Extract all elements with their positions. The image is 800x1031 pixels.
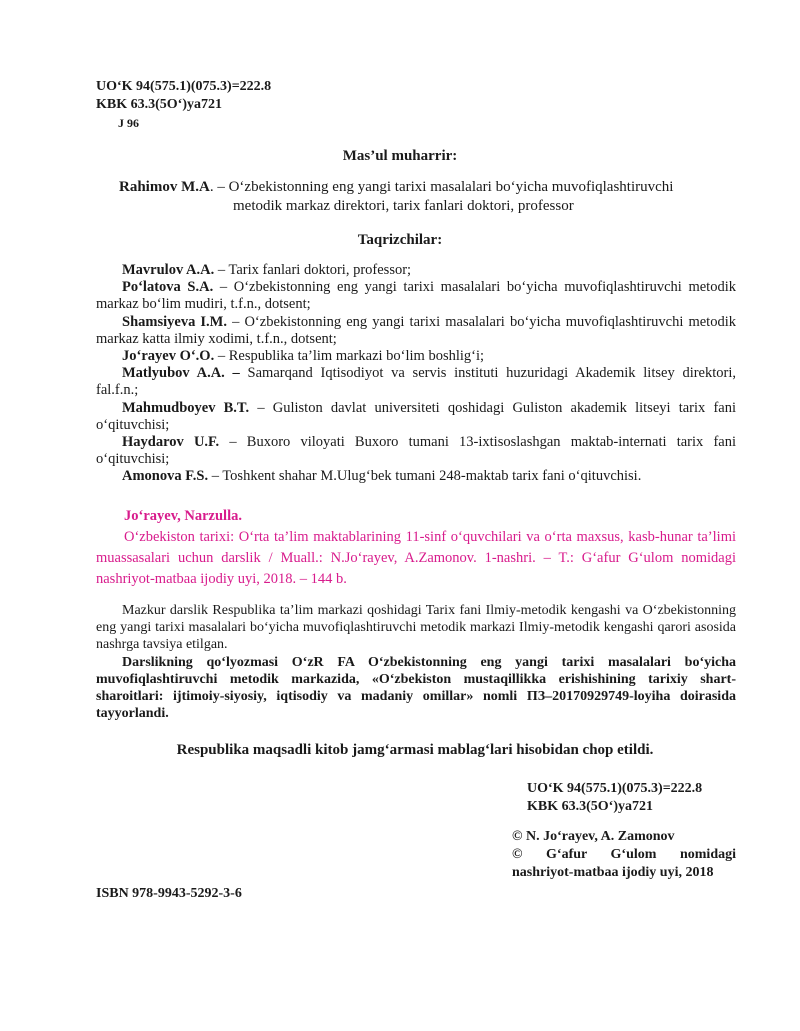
editor-desc-line1: . – O‘zbekistonning eng yangi tarixi masalalari bo‘yicha muvofiqlashtiruvchi — [209, 179, 674, 195]
reviewer-desc: – Guliston davlat universiteti qoshidagi Guliston akademik litseyi tarix fani o‘qituvchisi; — [96, 399, 736, 433]
reviewer-name: Amonova F.S. — [122, 468, 209, 485]
reviewer-item — [96, 468, 736, 485]
copyright-authors: © N. Jo‘rayev, A. Zamonov — [512, 829, 675, 844]
reviewer-name: Mahmudboyev B.T. — [122, 399, 250, 416]
reviewer-name: Jo‘rayev O‘.O. — [122, 348, 215, 365]
reviewer-name: Haydarov U.F. — [122, 434, 220, 451]
editor-heading: Mas’ul muharrir: — [342, 148, 458, 164]
reviewer-desc: – Toshkent shahar M.Ulug‘bek tumani 248-maktab tarix fani o‘qituvchisi. — [208, 468, 642, 485]
classification-codes-top — [96, 78, 271, 132]
reviewer-item — [96, 279, 736, 313]
reviewers-list — [96, 262, 736, 486]
classification-codes-bottom — [527, 780, 702, 816]
editor-entry — [96, 178, 736, 216]
bbk-code: KBK 63.3(5O‘)ya721 — [96, 97, 222, 112]
reviewer-desc: – O‘zbekistonning eng yangi tarixi masalalari bo‘yicha muvofiqlashtiruvchi metodik markaz bo‘lim mudiri, t.f.n., dotsent; — [96, 279, 736, 313]
reviewer-item — [96, 365, 736, 399]
reviewer-name: Shamsiyeva I.M. — [122, 313, 227, 330]
reviewer-item — [96, 314, 736, 348]
copyright-block — [512, 828, 736, 882]
reviewer-desc: – Tarix fanlari doktori, professor; — [214, 262, 412, 278]
reviewer-item — [96, 348, 736, 365]
editor-desc-line2: metodik markaz direktori, tarix fanlari doktori, professor — [233, 198, 574, 214]
catalog-description — [96, 527, 736, 590]
reviewer-name: Po‘latova S.A. — [122, 279, 214, 296]
recommendation-paragraph: Mazkur darslik Respublika ta’lim markazi qoshidagi Tarix fani Ilmiy-metodik kengashi va O‘zbekistonning eng yangi tarixi masalalari bo‘yicha muvofiqlashtiruvchi metodik markazi Ilmiy-metodik kengashi qarori asosida nashrga tavsiya etilgan. — [96, 603, 736, 652]
catalog-entry — [96, 506, 736, 590]
reviewer-desc: Samarqand Iqtisodiyot va servis instituti huzuridagi Akademik litsey direktori, fal.f.n.; — [96, 365, 736, 399]
bbk-code: KBK 63.3(5O‘)ya721 — [527, 799, 653, 814]
udk-code: UO‘K 94(575.1)(075.3)=222.8 — [96, 79, 272, 94]
reviewer-desc: – Buxoro viloyati Buxoro tumani 13-ixtisoslashgan maktab-internati tarix fani o‘qituvchisi; — [96, 434, 736, 468]
udk-code: UO‘K 94(575.1)(075.3)=222.8 — [527, 781, 703, 796]
isbn: ISBN 978-9943-5292-3-6 — [96, 886, 242, 901]
catalog-author: Jo‘rayev, Narzulla. — [124, 508, 242, 524]
reviewer-desc: – Respublika ta’lim markazi bo‘lim boshlig‘i; — [214, 348, 485, 365]
intro-section — [96, 602, 736, 722]
manuscript-paragraph: Darslikning qo‘lyozmasi O‘zR FA O‘zbekistonning eng yangi tarixi masalalari bo‘yicha muvofiqlashtiruvchi metodik markazida, «O‘zbekiston mustaqillikka erishishining tarixiy shart-sharoitlari: ijtimoiy-siyosiy, iqtisodiy va madaniy omillar» nomli ПЗ–20170929749-loyiha doirasida tayyorlandi. — [96, 655, 736, 721]
copyright-publisher: © G‘afur G‘ulom nomidagi nashriyot-matbaa ijodiy uyi, 2018 — [512, 847, 736, 880]
reviewer-item — [96, 400, 736, 434]
catalog-text: O‘zbekiston tarixi: O‘rta ta’lim maktablarining 11-sinf o‘quvchilari va o‘rta maxsus, kasb-hunar ta’limi muassasalari uchun darslik / Muall.: N.Jo‘rayev, A.Zamonov. 1-nashri. – T.: G‘afur G‘ulom nomidagi nashriyot-matbaa ijodiy uyi, 2018. – 144 b. — [96, 529, 736, 587]
funding-note: Respublika maqsadli kitob jamg‘armasi mablag‘lari hisobidan chop etildi. — [176, 742, 654, 758]
reviewer-item — [96, 434, 736, 468]
reviewer-name: Mavrulov A.A. — [122, 262, 215, 278]
catalog-code: J 96 — [118, 116, 139, 130]
reviewers-heading: Taqrizchilar: — [357, 232, 443, 248]
editor-name: Rahimov M.A — [119, 179, 210, 195]
reviewer-item — [96, 262, 736, 279]
reviewer-name: Matlyubov A.A. – — [122, 365, 240, 382]
reviewer-desc: – O‘zbekistonning eng yangi tarixi masalalari bo‘yicha muvofiqlashtiruvchi metodik markaz katta ilmiy xodimi, t.f.n., dotsent; — [96, 313, 736, 347]
